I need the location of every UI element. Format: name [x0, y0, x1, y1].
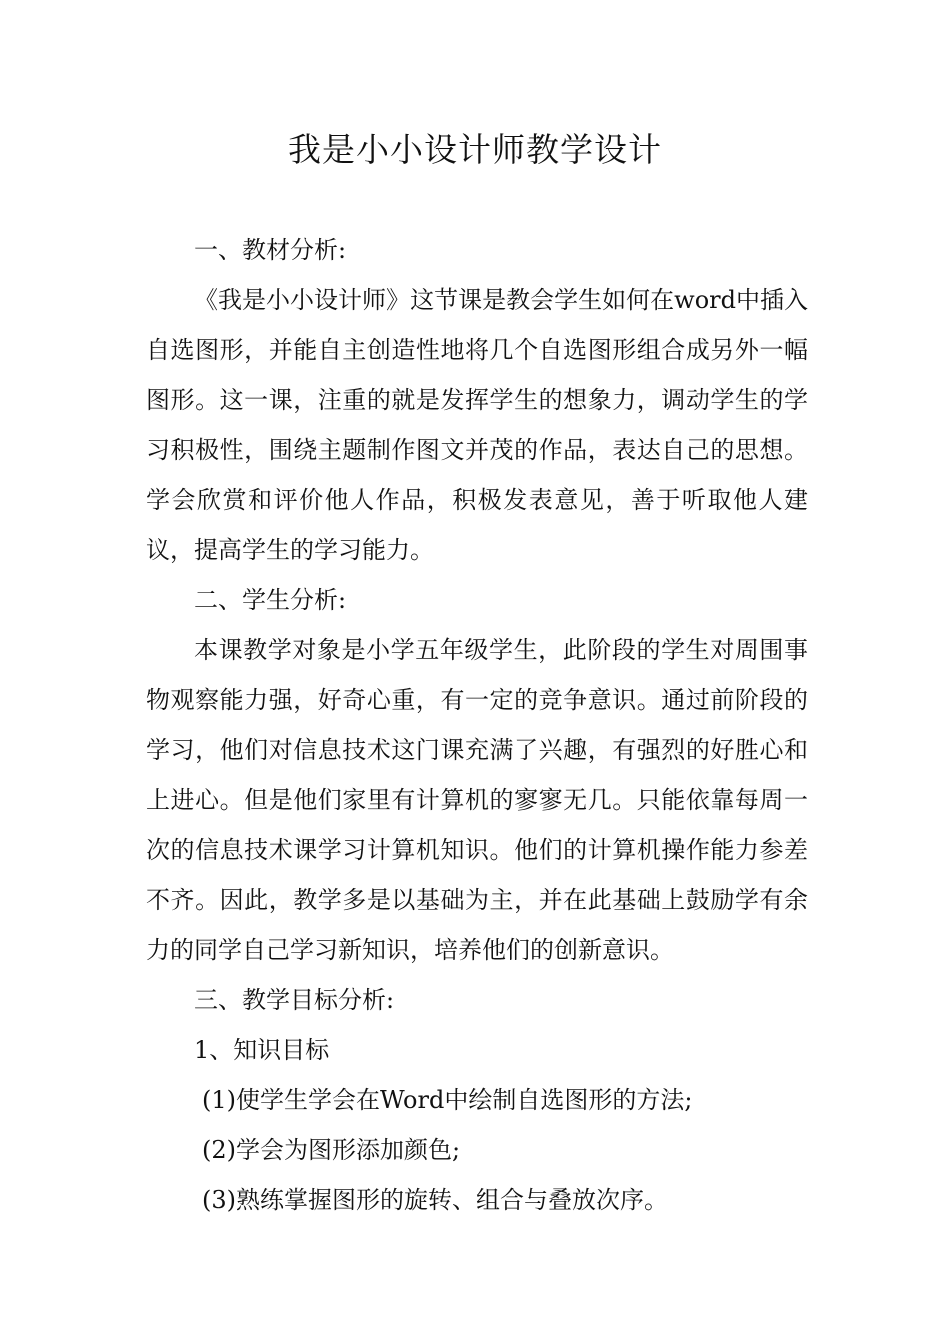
- list-item-goal-3: (3)熟练掌握图形的旋转、组合与叠放次序。: [202, 1186, 668, 1214]
- document-title: 我是小小设计师教学设计: [288, 130, 662, 169]
- list-item-goal-1: (1)使学生学会在Word中绘制自选图形的方法;: [202, 1086, 693, 1114]
- section-heading-teaching-goals: 三、教学目标分析:: [194, 986, 395, 1014]
- subheading-knowledge-goals: 1、知识目标: [194, 1036, 330, 1064]
- section-heading-student-analysis: 二、学生分析:: [194, 586, 347, 614]
- paragraph-student-analysis: 本课教学对象是小学五年级学生，此阶段的学生对周围事物观察能力强，好奇心重，有一定的竞争意识。通过前阶段的学习，他们对信息技术这门课充满了兴趣，有强烈的好胜心和上进心。但是他们家里有计算机的寥寥无几。只能依靠每周一次的信息技术课学习计算机知识。他们的计算机操作能力参差不齐。因此，教学多是以基础为主，并在此基础上鼓励学有余力的同学自己学习新知识，培养他们的创新意识。: [146, 636, 808, 964]
- section-heading-textbook-analysis: 一、教材分析:: [194, 236, 347, 264]
- list-item-goal-2: (2)学会为图形添加颜色;: [202, 1136, 461, 1164]
- paragraph-textbook-analysis: 《我是小小设计师》这节课是教会学生如何在word中插入自选图形，并能自主创造性地将几个自选图形组合成另外一幅图形。这一课，注重的就是发挥学生的想象力，调动学生的学习积极性，围绕主题制作图文并茂的作品，表达自己的思想。学会欣赏和评价他人作品，积极发表意见，善于听取他人建议，提高学生的学习能力。: [146, 286, 808, 564]
- document-body: [146, 225, 808, 1225]
